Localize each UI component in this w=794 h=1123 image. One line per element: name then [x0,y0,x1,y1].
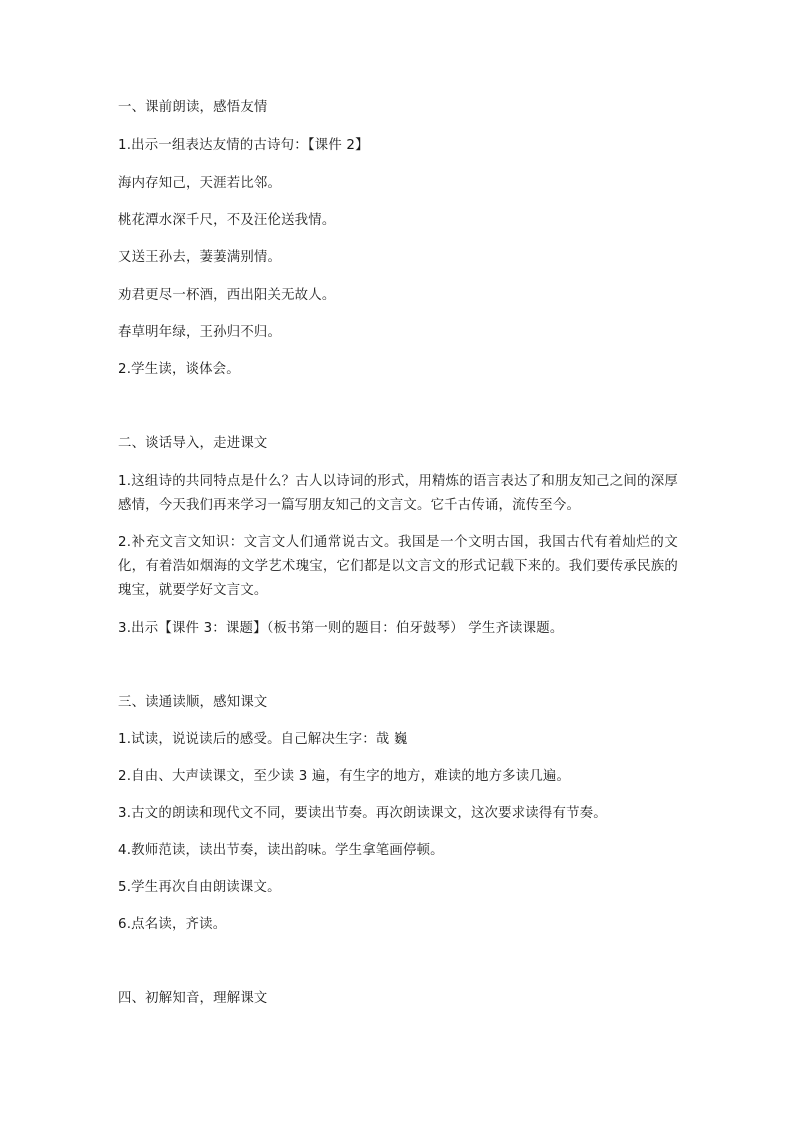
paragraph: 4.教师范读，读出节奏，读出韵味。学生拿笔画停顿。 [118,843,444,858]
poem-line: 又送王孙去，萋萋满别情。 [118,250,282,265]
poem-line: 劝君更尽一杯酒，西出阳关无故人。 [118,288,336,303]
paragraph: 3.古文的朗读和现代文不同，要读出节奏。再次朗读课文，这次要求读得有节奏。 [118,806,607,821]
poem-line: 桃花潭水深千尺，不及汪伦送我情。 [118,213,336,228]
paragraph: 3.出示【课件 3：课题】（板书第一则的题目：伯牙鼓琴） 学生齐读课题。 [118,621,564,636]
section-heading: 三、读通读顺，感知课文 [118,695,268,710]
section-heading: 二、谈话导入，走进课文 [118,436,268,451]
paragraph: 2.补充文言文知识：文言文人们通常说古文。我国是一个文明古国，我国古代有着灿烂的文化，有着浩如烟海的文学艺术瑰宝，它们都是以文言文的形式记载下来的。我们要传承民族的瑰宝，就要学好文言文。 [118,535,678,598]
paragraph: 6.点名读，齐读。 [118,917,227,932]
paragraph: 5.学生再次自由朗读课文。 [118,880,281,895]
section-heading: 四、初解知音，理解课文 [118,991,268,1006]
poem-line: 海内存知己，天涯若比邻。 [118,176,282,191]
poem-line: 春草明年绿，王孙归不归。 [118,325,282,340]
paragraph: 1.这组诗的共同特点是什么？古人以诗词的形式，用精炼的语言表达了和朋友知己之间的深厚感情，今天我们再来学习一篇写朋友知己的文言文。它千古传诵，流传至今。 [118,474,678,513]
paragraph: 2.自由、大声读课文，至少读 3 遍，有生字的地方，难读的地方多读几遍。 [118,769,571,784]
paragraph: 2.学生读，谈体会。 [118,362,240,377]
paragraph: 1.试读，说说读后的感受。自己解决生字：哉 巍 [118,732,408,747]
section-heading: 一、课前朗读，感悟友情 [118,100,268,115]
paragraph: 1.出示一组表达友情的古诗句：【课件 2】 [118,138,369,153]
